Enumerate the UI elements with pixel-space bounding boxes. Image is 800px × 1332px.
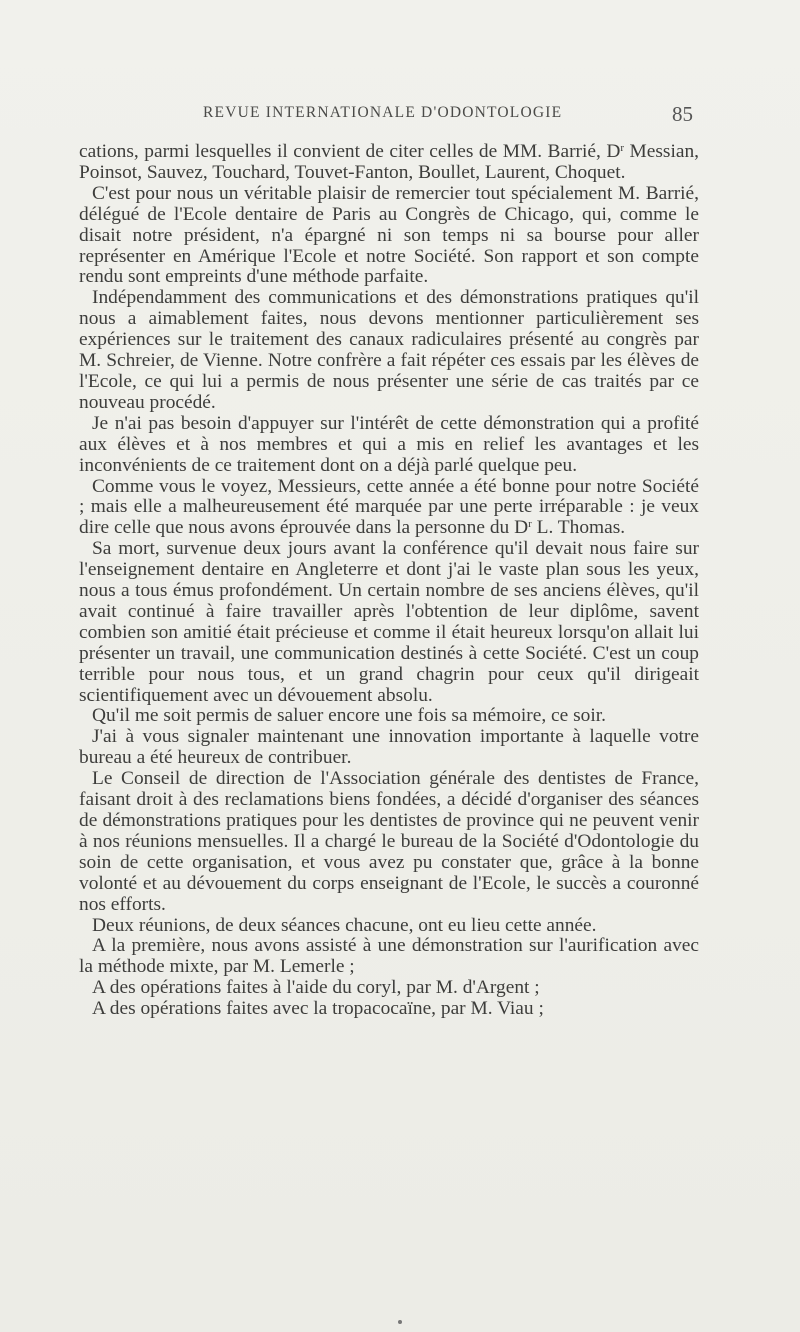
running-head (0, 104, 800, 128)
paragraph-11: A la première, nous avons assisté à une démonstration sur l'aurification avec la méthode mixte, par M. Lemerle ; (79, 935, 699, 978)
paragraph-1-text-a: cations, parmi lesquelles il convient de citer celles de MM. Barrié, D (79, 141, 621, 162)
paragraph-7: Qu'il me soit permis de saluer encore une fois sa mémoire, ce soir. (92, 705, 606, 727)
paragraph-13: A des opérations faites avec la tropacocaïne, par M. Viau ; (92, 998, 544, 1020)
paragraph-10: Deux réunions, de deux séances chacune, ont eu lieu cette année. (92, 914, 597, 936)
paragraph-1 (79, 142, 699, 184)
paragraph-1-text-b: Messian, Poinsot, Sauvez, Touchard, Touvet-Fanton, Boullet, Laurent, Choquet. (79, 141, 699, 183)
print-mark-dot (398, 1320, 402, 1324)
paragraph-5-text-b: L. Thomas. (531, 517, 626, 539)
text-body (79, 142, 699, 1020)
paragraph-2: C'est pour nous un véritable plaisir de remercier tout spécialement M. Barrié, délégué de l'Ecole dentaire de Paris au Congrès de Chicago, qui, comme le disait notre président, n'a épargné ni son temps ni sa bourse pour aller représenter en Amérique l'Ecole et notre Société. Son rapport et son compte rendu sont empreints d'une méthode parfaite. (79, 182, 699, 288)
paragraph-5-text-a: Comme vous le voyez, Messieurs, cette année a été bonne pour notre Société ; mais elle a malheureusement été marquée par une perte irréparable : je veux dire celle que nous avons éprouvée dans la personne du D (79, 475, 699, 539)
paragraph-4: Je n'ai pas besoin d'appuyer sur l'intérêt de cette démonstration qui a profité aux élèves et à nos membres et qui a mis en relief les avantages et les inconvénients de ce traitement dont on a déjà parlé quelque peu. (79, 412, 699, 476)
paragraph-3: Indépendamment des communications et des démonstrations pratiques qu'il nous a aimablement faites, nous devons mentionner particulièrement ses expériences sur le traitement des canaux radiculaires présenté au congrès par M. Schreier, de Vienne. Notre confrère a fait répéter ces essais par les élèves de l'Ecole, ce qui lui a permis de nous présenter une série de cas traités par ce nouveau procédé. (79, 287, 699, 413)
running-title: REVUE INTERNATIONALE D'ODONTOLOGIE (203, 104, 563, 121)
superscript-dr: r (528, 518, 532, 531)
page-number: 85 (672, 102, 693, 126)
paragraph-5 (79, 477, 699, 540)
superscript-dr: r (620, 142, 625, 154)
paragraph-9: Le Conseil de direction de l'Association générale des dentistes de France, faisant droit à des reclamations biens fondées, a décidé d'organiser des séances de démonstrations pratiques pour les dentistes de province qui ne peuvent venir à nos réunions mensuelles. Il a chargé le bureau de la Société d'Odontologie du soin de cette organisation, et vous avez pu constater que, grâce à la bonne volonté et au dévouement du corps enseignant de l'Ecole, le succès a couronné nos efforts. (79, 768, 699, 915)
paragraph-6: Sa mort, survenue deux jours avant la conférence qu'il devait nous faire sur l'enseignement dentaire en Angleterre et dont j'ai le vaste plan sous les yeux, nous a tous émus profondément. Un certain nombre de ses anciens élèves, qu'il avait continué à faire travailler après l'obtention de leur diplôme, savent combien son amitié était précieuse et comme il était heureux lorsqu'on allait lui présenter un travail, une communication destinés à cette Société. C'est un coup terrible pour nous tous, et un grand chagrin pour ceux qu'il dirigeait scientifiquement avec un dévouement absolu. (79, 538, 699, 706)
paragraph-12: A des opérations faites à l'aide du coryl, par M. d'Argent ; (92, 977, 540, 999)
paragraph-8: J'ai à vous signaler maintenant une innovation importante à laquelle votre bureau a été heureux de contribuer. (79, 726, 699, 769)
